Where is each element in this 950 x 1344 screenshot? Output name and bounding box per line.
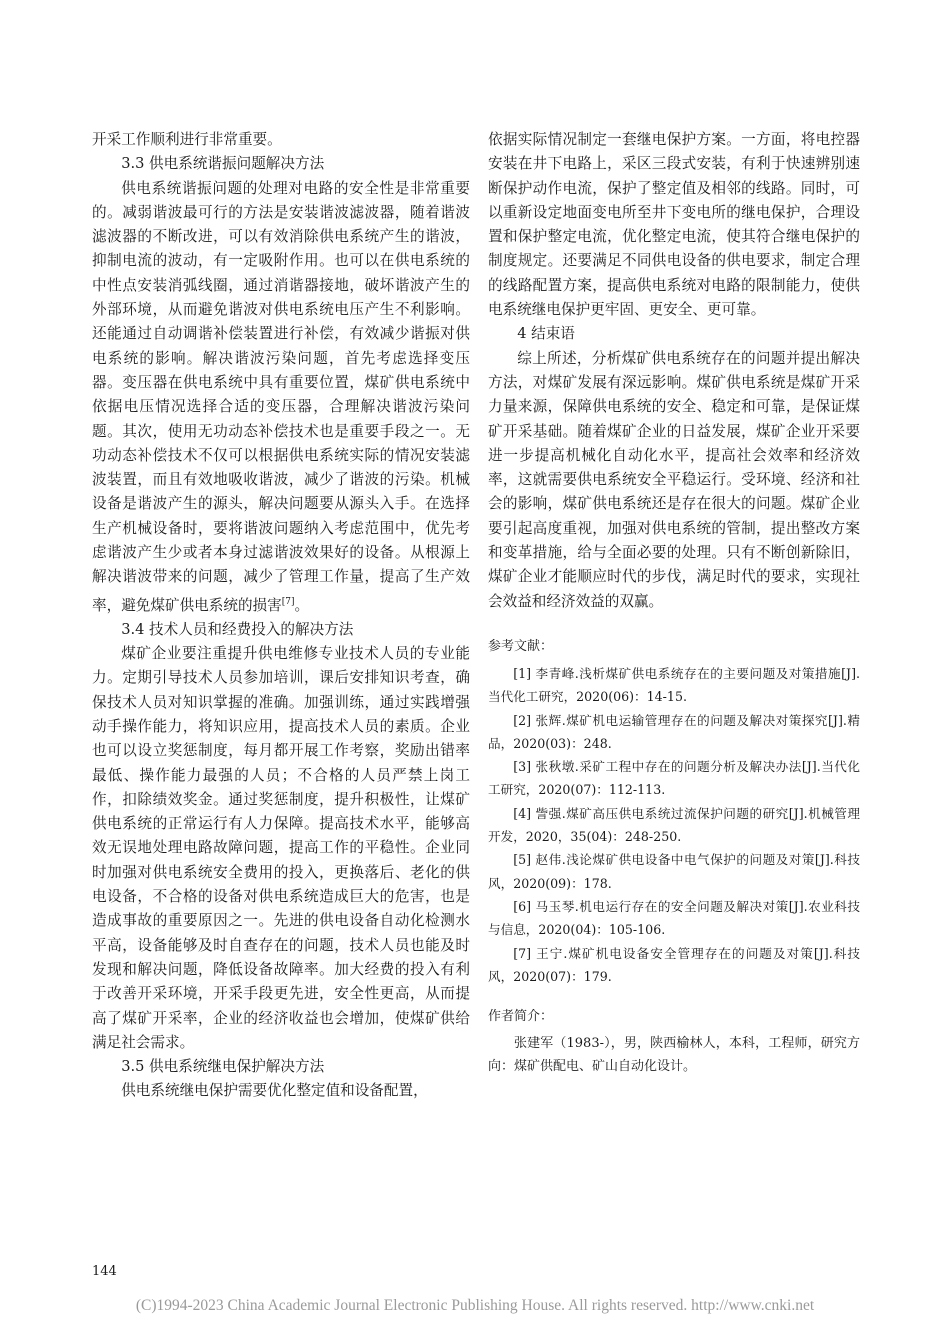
paragraph-3-3-text: 供电系统谐振问题的处理对电路的安全性是非常重要的。减弱谐波最可行的方法是安装谐波滤波器，随着谐波滤波器的不断改进，可以有效消除供电系统产生的谐波，抑制电流的波动，有一定吸附作用。也可以在供电系统的中性点安装消弧线圈，通过消谐器接地，破坏谐波产生的外部环境，从而避免谐波对供电系统电压产生不利影响。还能通过自动调谐补偿装置进行补偿，有效减少谐振对供电系统的影响。解决谐波污染问题，首先考虑选择变压器。变压器在供电系统中具有重要位置，煤矿供电系统中依据电压情况选择合适的变压器，合理解决谐波污染问题。其次，使用无功动态补偿技术也是重要手段之一。无功动态补偿技术不仅可以根据供电系统实际的情况安装滤波装置，而且有效地吸收谐波，减少了谐波的污染。机械设备是谐波产生的源头，解决问题要从源头入手。在选择生产机械设备时，要将谐波问题纳入考虑范围中，优先考虑谐波产生少或者本身过滤谐波效果好的设备。从根源上解决谐波带来的问题，减少了管理工作量，提高了生产效率，避免煤矿供电系统的损害: [92, 179, 470, 614]
paragraph-3-5-continued: 依据实际情况制定一套继电保护方案。一方面，将电控器安装在井下电路上，采区三段式安装，有利于快速辨别速断保护动作电流，保护了整定值及相邻的线路。同时，可以重新设定地面变电所至井下变电所的继电保护，合理设置和保护整定电流，优化整定电流，使其符合继电保护的制度规定。还要满足不同供电设备的供电要求，制定合理的线路配置方案，提高供电系统对电路的限制能力，使供电系统继电保护更牢固、更安全、更可靠。: [488, 131, 860, 319]
author-bio-text: 张建军（1983-），男，陕西榆林人，本科，工程师，研究方向：煤矿供配电、矿山自动化设计。: [488, 1036, 860, 1075]
paragraph-intro: 开采工作顺利进行非常重要。: [92, 131, 282, 148]
left-column: [92, 128, 470, 1104]
section-heading-3-5: 3.5 供电系统继电保护解决方法: [121, 1058, 325, 1076]
reference-item: [6] 马玉琴.机电运行存在的安全问题及解决对策[J].农业科技与信息，2020(04)：105-106.: [488, 898, 860, 938]
section-heading-4: 4 结束语: [517, 325, 575, 343]
author-bio-title: 作者简介：: [488, 1009, 554, 1025]
page-number: 144: [92, 1264, 117, 1279]
reference-item: [7] 王宁.煤矿机电设备安全管理存在的问题及对策[J].科技风，2020(07)：179.: [488, 945, 860, 984]
section-heading-3-4: 3.4 技术人员和经费投入的解决方法: [121, 620, 354, 638]
reference-item: [1] 李青峰.浅析煤矿供电系统存在的主要问题及对策措施[J].当代化工研究，2020(06)：14-15.: [488, 665, 860, 705]
reference-item: [5] 赵伟.浅论煤矿供电设备中电气保护的问题及对策[J].科技风，2020(09)：178.: [488, 852, 860, 891]
paragraph-3-5: 供电系统继电保护需要优化整定值和设备配置，: [121, 1082, 428, 1100]
paragraph-3-3-end: 。: [294, 596, 310, 614]
paragraph-conclusion: 综上所述，分析煤矿供电系统存在的问题并提出解决方法，对煤矿发展有深远影响。煤矿供电系统是煤矿开采力量来源，保障供电系统的安全、稳定和可靠，是保证煤矿开采基础。随着煤矿企业的日益发展，煤矿企业开采要进一步提高机械化自动化水平，提高社会效率和经济效率，这就需要供电系统安全平稳运行。受环境、经济和社会的影响，煤矿供电系统还是存在很大的问题。煤矿企业要引起高度重视，加强对供电系统的管制，提出整改方案和变革措施，给与全面必要的处理。只有不断创新除旧，煤矿企业才能顺应时代的步伐，满足时代的要求，实现社会效益和经济效益的双赢。: [488, 349, 860, 610]
citation-7: [7]: [281, 596, 295, 607]
copyright-footer: (C)1994-2023 China Academic Journal Electronic Publishing House. All rights reserved. http://www.cnki.net: [135, 1297, 815, 1314]
references-title: 参考文献：: [488, 638, 554, 654]
paragraph-3-3: [92, 177, 470, 618]
section-heading-3-3: 3.3 供电系统谐振问题解决方法: [121, 155, 325, 173]
reference-item: [4] 訾强.煤矿高压供电系统过流保护问题的研究[J].机械管理开发，2020，35(04)：248-250.: [488, 805, 860, 845]
references-list: [488, 662, 860, 988]
right-column: [488, 128, 860, 1078]
reference-item: [3] 张秋墩.采矿工程中存在的问题分析及解决办法[J].当代化工研究，2020(07)：112-113.: [488, 759, 860, 798]
paragraph-3-4: 煤矿企业要注重提升供电维修专业技术人员的专业能力。定期引导技术人员参加培训，课后安排知识考查，确保技术人员对知识掌握的准确。加强训练，通过实践增强动手操作能力，将知识应用，提高技术人员的素质。企业也可以设立奖惩制度，每月都开展工作考察，奖励出错率最低、操作能力最强的人员；不合格的人员严禁上岗工作，扣除绩效奖金。通过奖惩制度，提升积极性，让煤矿供电系统的正常运行有人力保障。提高技术水平，能够高效无误地处理电路故障问题，提高工作的平稳性。企业同时加强对供电系统安全费用的投入，更换落后、老化的供电设备，不合格的设备对供电系统造成巨大的危害，也是造成事故的重要原因之一。先进的供电设备自动化检测水平高，设备能够及时自查存在的问题，技术人员也能及时发现和解决问题，降低设备故障率。加大经费的投入有利于改善开采环境，开采手段更先进，安全性更高，从而提高了煤矿开采率，企业的经济收益也会增加，使煤矿供给满足社会需求。: [92, 645, 470, 1051]
reference-item: [2] 张辉.煤矿机电运输管理存在的问题及解决对策探究[J].精品，2020(03)：248.: [488, 712, 860, 751]
